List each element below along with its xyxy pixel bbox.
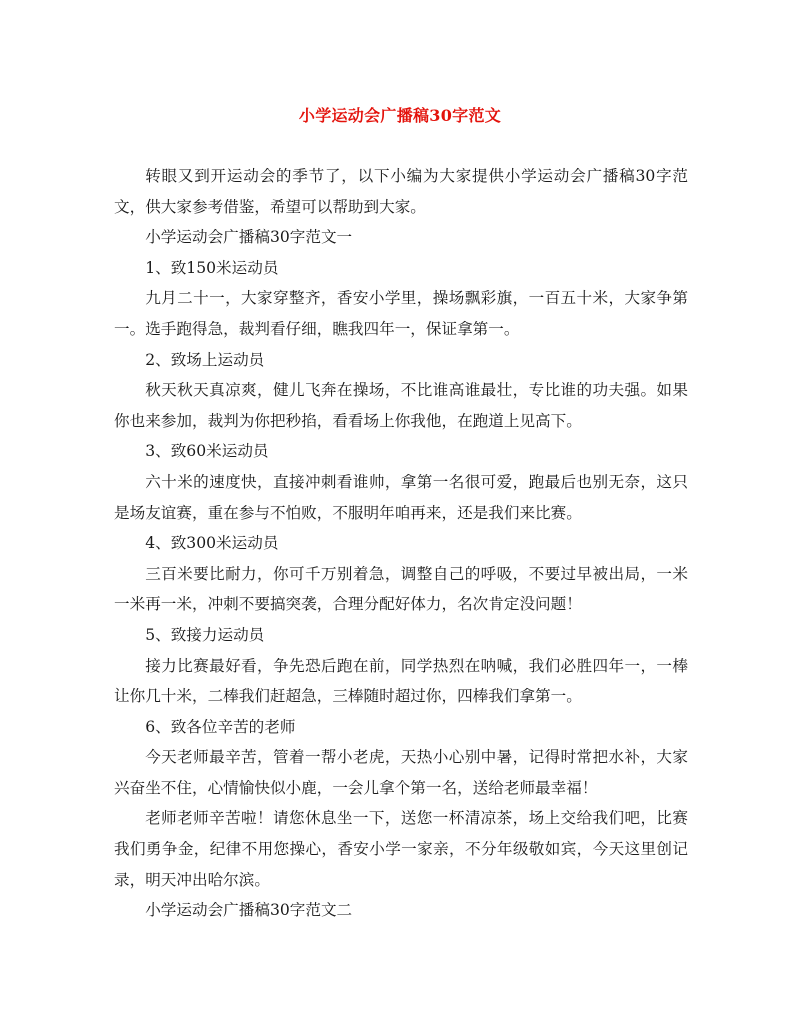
item-heading: 5、致接力运动员 xyxy=(145,625,265,644)
item-heading: 2、致场上运动员 xyxy=(145,350,265,369)
item-paragraph: 秋天秋天真凉爽，健儿飞奔在操场，不比谁高谁最壮，专比谁的功夫强。如果你也来参加，裁判为你把秒掐，看看场上你我他，在跑道上见高下。 xyxy=(114,381,688,430)
section-heading: 小学运动会广播稿30字范文二 xyxy=(145,901,353,920)
item-heading: 4、致300米运动员 xyxy=(145,534,279,553)
intro-paragraph: 转眼又到开运动会的季节了，以下小编为大家提供小学运动会广播稿30字范文，供大家参考借鉴，希望可以帮助到大家。 xyxy=(114,167,688,216)
item-heading: 1、致150米运动员 xyxy=(145,258,279,277)
item-paragraph: 三百米要比耐力，你可千万别着急，调整自己的呼吸，不要过早被出局，一米一米再一米，冲刺不要搞突袭，合理分配好体力，名次肯定没问题！ xyxy=(114,564,688,614)
document-body xyxy=(114,161,688,926)
item-heading: 6、致各位辛苦的老师 xyxy=(145,717,296,736)
item-paragraph: 六十米的速度快，直接冲刺看谁帅，拿第一名很可爱，跑最后也别无奈，这只是场友谊赛，重在参与不怕败，不服明年咱再来，还是我们来比赛。 xyxy=(114,472,688,522)
item-paragraph: 接力比赛最好看，争先恐后跑在前，同学热烈在呐喊，我们必胜四年一，一棒让你几十米，二棒我们赶超急，三棒随时超过你，四棒我们拿第一。 xyxy=(114,656,688,706)
document-title: 小学运动会广播稿30字范文 xyxy=(298,106,502,125)
item-heading: 3、致60米运动员 xyxy=(145,442,269,461)
item-paragraph: 九月二十一，大家穿整齐，香安小学里，操场飘彩旗，一百五十米，大家争第一。选手跑得急，裁判看仔细，瞧我四年一，保证拿第一。 xyxy=(114,289,688,338)
item-paragraph: 今天老师最辛苦，管着一帮小老虎，天热小心别中暑，记得时常把水补，大家兴奋坐不住，心情愉快似小鹿，一会儿拿个第一名，送给老师最幸福！ xyxy=(114,748,688,797)
section-heading: 小学运动会广播稿30字范文一 xyxy=(145,228,353,247)
item-paragraph: 老师老师辛苦啦！请您休息坐一下，送您一杯清凉茶，场上交给我们吧，比赛我们勇争金，纪律不用您操心，香安小学一家亲，不分年级敬如宾，今天这里创记录，明天冲出哈尔滨。 xyxy=(114,809,688,889)
